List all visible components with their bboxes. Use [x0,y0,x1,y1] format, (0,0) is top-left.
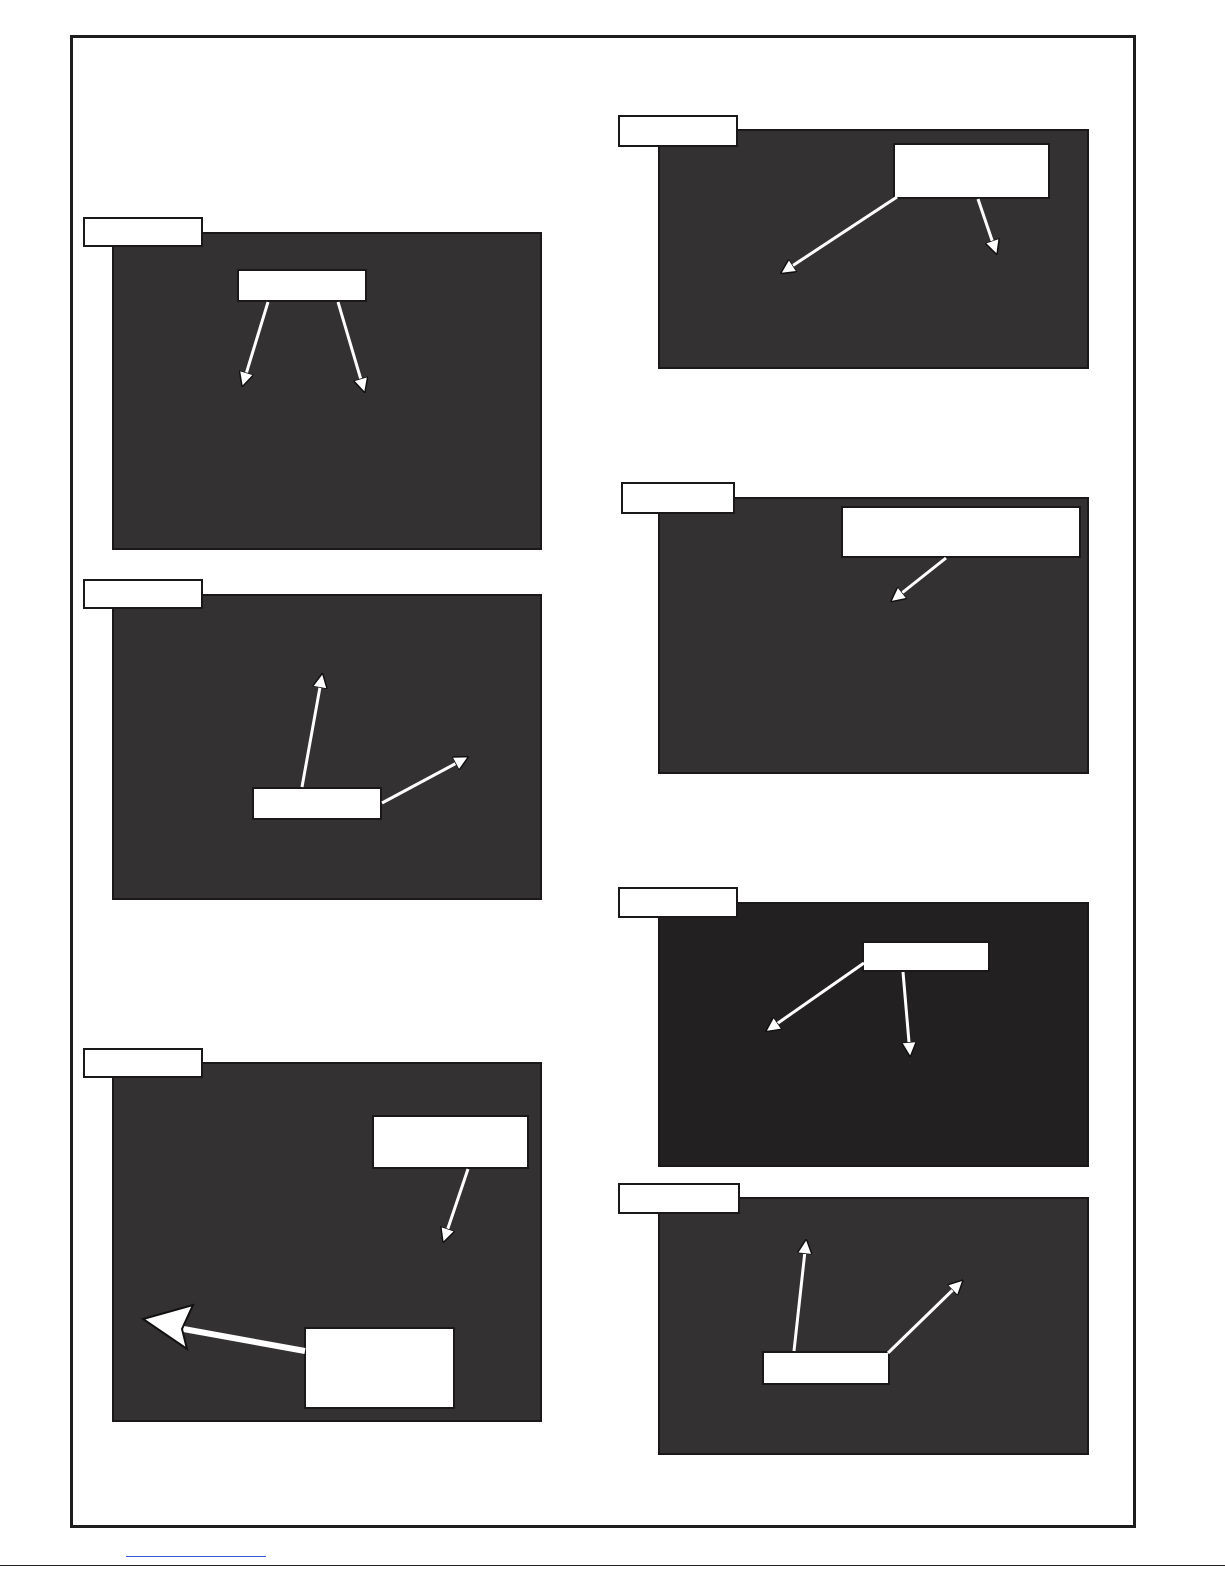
figure-photo-7 [658,1197,1089,1455]
figure-tab-6 [618,887,738,918]
figure-tab-4 [618,115,738,147]
figure-photo-2 [112,594,542,900]
callout-label-3a [372,1115,529,1169]
callout-label-2 [252,787,382,820]
figure-tab-5 [621,482,735,514]
figure-tab-1 [83,217,203,247]
figure-tab-2 [83,579,203,609]
bottom-divider [0,1565,1225,1566]
callout-label-3b [304,1327,455,1409]
callout-label-1 [237,269,367,302]
callout-label-4 [893,143,1050,199]
callout-label-7 [762,1351,890,1385]
callout-label-5 [841,506,1081,558]
footer-link-underline[interactable] [126,1556,266,1557]
figure-tab-3 [83,1048,203,1078]
figure-tab-7 [618,1183,740,1214]
callout-label-6 [862,941,990,972]
